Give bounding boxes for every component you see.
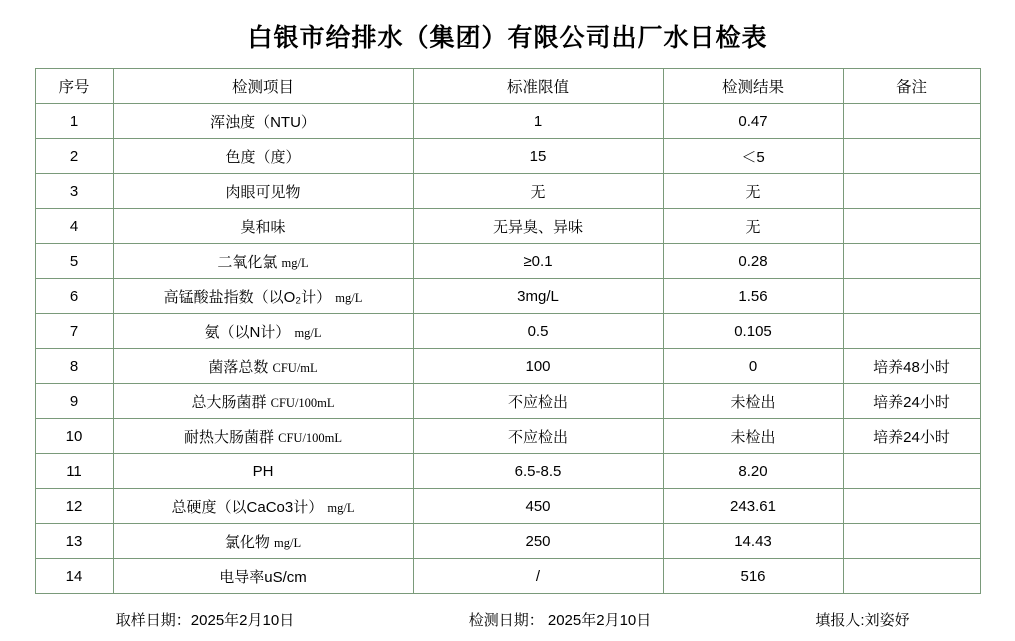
cell-item — [113, 524, 413, 559]
item-name: 总硬度（以CaCo3计） — [171, 498, 324, 516]
item-name: 总大肠菌群 — [191, 393, 267, 411]
column-header-note: 备注 — [843, 69, 980, 104]
item-name: 电导率uS/cm — [219, 568, 307, 586]
item-name: 氯化物 — [224, 533, 270, 551]
cell-item — [113, 314, 413, 349]
cell-item — [113, 384, 413, 419]
item-name: 色度（度） — [225, 148, 301, 166]
cell-no: 13 — [35, 524, 113, 559]
cell-note — [843, 279, 980, 314]
cell-no: 11 — [35, 454, 113, 489]
column-header-item: 检测项目 — [113, 69, 413, 104]
item-name: 高锰酸盐指数（以O₂计） — [163, 288, 332, 306]
cell-note — [843, 209, 980, 244]
cell-limit: 250 — [413, 524, 663, 559]
item-name: 耐热大肠菌群 — [183, 428, 274, 446]
cell-note: 培养48小时 — [843, 349, 980, 384]
cell-item — [113, 349, 413, 384]
cell-no: 4 — [35, 209, 113, 244]
item-name: 浑浊度（NTU） — [210, 113, 316, 131]
table-row — [35, 489, 980, 524]
cell-limit: 不应检出 — [413, 419, 663, 454]
cell-limit: 0.5 — [413, 314, 663, 349]
cell-item — [113, 104, 413, 139]
cell-limit: 1 — [413, 104, 663, 139]
cell-item — [113, 244, 413, 279]
table-row — [35, 419, 980, 454]
cell-limit: 无异臭、异味 — [413, 209, 663, 244]
table-row — [35, 104, 980, 139]
item-unit: mg/L — [294, 325, 322, 340]
item-name: 氨（以N计） — [204, 323, 291, 341]
cell-item — [113, 209, 413, 244]
cell-item — [113, 489, 413, 524]
cell-result: 未检出 — [663, 384, 843, 419]
cell-result: 8.20 — [663, 454, 843, 489]
table-row — [35, 174, 980, 209]
cell-limit: 450 — [413, 489, 663, 524]
footer — [35, 594, 980, 638]
cell-item — [113, 419, 413, 454]
cell-no: 1 — [35, 104, 113, 139]
item-unit: mg/L — [335, 290, 363, 305]
item-unit: CFU/mL — [272, 360, 318, 375]
table-header-row — [35, 69, 980, 104]
cell-note: 培养24小时 — [843, 419, 980, 454]
cell-no: 5 — [35, 244, 113, 279]
cell-result: 无 — [663, 209, 843, 244]
cell-no: 7 — [35, 314, 113, 349]
cell-no: 2 — [35, 139, 113, 174]
cell-note — [843, 489, 980, 524]
table-row — [35, 559, 980, 594]
cell-result: 243.61 — [663, 489, 843, 524]
table-row — [35, 209, 980, 244]
cell-no: 6 — [35, 279, 113, 314]
test-date: 检测日期： 2025年2月10日 — [468, 611, 652, 629]
cell-result: 0 — [663, 349, 843, 384]
cell-no: 14 — [35, 559, 113, 594]
item-unit: CFU/100mL — [278, 430, 343, 445]
cell-limit: 无 — [413, 174, 663, 209]
cell-item — [113, 174, 413, 209]
item-unit: mg/L — [274, 535, 302, 550]
filler-name: 填报人:刘姿妤 — [815, 611, 910, 629]
table-row — [35, 139, 980, 174]
column-header-result: 检测结果 — [663, 69, 843, 104]
cell-note — [843, 244, 980, 279]
cell-limit: 不应检出 — [413, 384, 663, 419]
cell-result: 0.28 — [663, 244, 843, 279]
table-row — [35, 279, 980, 314]
water-quality-table — [35, 68, 981, 594]
cell-item — [113, 559, 413, 594]
table-body — [35, 104, 980, 594]
cell-result: 1.56 — [663, 279, 843, 314]
item-name: 菌落总数 — [208, 358, 269, 376]
cell-no: 9 — [35, 384, 113, 419]
cell-result: 0.105 — [663, 314, 843, 349]
cell-limit: 15 — [413, 139, 663, 174]
cell-result: 未检出 — [663, 419, 843, 454]
cell-item — [113, 139, 413, 174]
cell-limit: / — [413, 559, 663, 594]
cell-limit: 6.5-8.5 — [413, 454, 663, 489]
table-row — [35, 244, 980, 279]
item-unit: mg/L — [281, 255, 309, 270]
table-row — [35, 454, 980, 489]
item-name: PH — [252, 462, 274, 480]
cell-limit: ≥0.1 — [413, 244, 663, 279]
cell-note — [843, 139, 980, 174]
column-header-no: 序号 — [35, 69, 113, 104]
item-name: 二氧化氯 — [217, 253, 278, 271]
cell-no: 3 — [35, 174, 113, 209]
table-row — [35, 524, 980, 559]
cell-limit: 100 — [413, 349, 663, 384]
cell-note — [843, 524, 980, 559]
cell-result: ＜5 — [663, 139, 843, 174]
cell-limit: 3mg/L — [413, 279, 663, 314]
cell-item — [113, 454, 413, 489]
table-row — [35, 384, 980, 419]
cell-result: 无 — [663, 174, 843, 209]
item-unit: mg/L — [327, 500, 355, 515]
cell-result: 14.43 — [663, 524, 843, 559]
sample-date: 取样日期：2025年2月10日 — [115, 611, 295, 629]
cell-result: 0.47 — [663, 104, 843, 139]
cell-no: 12 — [35, 489, 113, 524]
cell-note — [843, 454, 980, 489]
cell-no: 8 — [35, 349, 113, 384]
cell-note — [843, 104, 980, 139]
table-row — [35, 349, 980, 384]
cell-no: 10 — [35, 419, 113, 454]
page-title: 白银市给排水（集团）有限公司出厂水日检表 — [247, 24, 768, 52]
column-header-limit: 标准限值 — [413, 69, 663, 104]
table-row — [35, 314, 980, 349]
item-name: 肉眼可见物 — [225, 183, 301, 201]
item-unit: CFU/100mL — [270, 395, 335, 410]
cell-note — [843, 174, 980, 209]
cell-note — [843, 314, 980, 349]
cell-note — [843, 559, 980, 594]
cell-result: 516 — [663, 559, 843, 594]
item-name: 臭和味 — [240, 218, 286, 236]
cell-note: 培养24小时 — [843, 384, 980, 419]
cell-item — [113, 279, 413, 314]
